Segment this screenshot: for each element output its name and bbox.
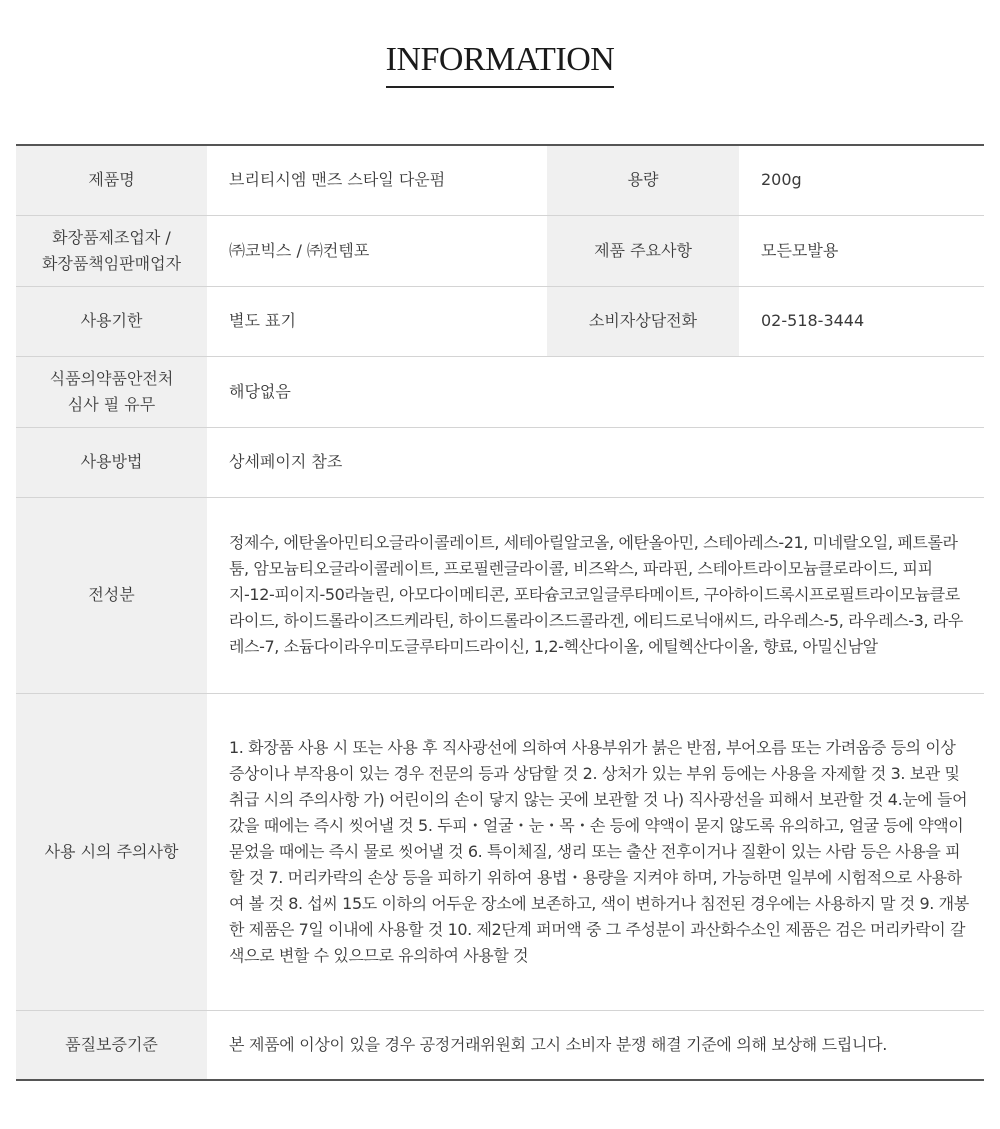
table-row — [16, 427, 984, 497]
table-row — [16, 497, 984, 693]
table-row — [16, 145, 984, 215]
mfds-review-label-line1: 식품의약품안전처 — [49, 368, 174, 388]
consumer-phone-value: 02-518-3444 — [739, 286, 984, 356]
key-notes-label: 제품 주요사항 — [547, 215, 739, 286]
volume-label: 용량 — [547, 145, 739, 215]
volume-value: 200g — [761, 170, 802, 190]
table-row — [16, 693, 984, 1010]
table-row — [16, 286, 984, 356]
ingredients-value: 정제수, 에탄올아민티오글라이콜레이트, 세테아릴알코올, 에탄올아민, 스테아레스-21, 미네랄오일, 페트롤라툼, 암모늄티오글라이콜레이트, 프로필렌글라이콜, 비즈왁스, 파라핀, 스테아트라이모늄클로라이드, 피피지-12-피이지-50라놀린, 아모다이메티콘, 포타슘코코일글루타메이트, 구아하이드록시프로필트라이모늄클로라이드, 하이드롤라이즈드케라틴, 하이드롤라이즈드콜라겐, 에티드로닉애씨드, 라우레스-5, 라우레스-3, 라우레스-7, 소듐다이라우미도글루타미드라이신, 1,2-헥산다이올, 에틸헥산다이올, 향료, 아밀신남알 — [207, 497, 984, 693]
precautions-value: 1. 화장품 사용 시 또는 사용 후 직사광선에 의하여 사용부위가 붉은 반점, 부어오름 또는 가려움증 등의 이상 증상이나 부작용이 있는 경우 전문의 등과 상담할 것 2. 상처가 있는 부위 등에는 사용을 자제할 것 3. 보관 및 취급 시의 주의사항 가) 어린이의 손이 닿지 않는 곳에 보관할 것 나) 직사광선을 피해서 보관할 것 4.눈에 들어갔을 때에는 즉시 씻어낼 것 5. 두피・얼굴・눈・목・손 등에 약액이 묻지 않도록 유의하고, 얼굴 등에 약액이 묻었을 때에는 즉시 물로 씻어낼 것 6. 특이체질, 생리 또는 출산 전후이거나 질환이 있는 사람 등은 사용을 피할 것 7. 머리카락의 손상 등을 피하기 위하여 용법・용량을 지켜야 하며, 가능하면 일부에 시험적으로 사용하여 볼 것 8. 섭씨 15도 이하의 어두운 장소에 보존하고, 색이 변하거나 침전된 경우에는 사용하지 말 것 9. 개봉한 제품은 7일 이내에 사용할 것 10. 제2단계 퍼머액 중 그 주성분이 과산화수소인 제품은 검은 머리카락이 갈색으로 변할 수 있으므로 유의하여 사용할 것 — [207, 693, 984, 1010]
manufacturer-value: ㈜코빅스 / ㈜컨템포 — [207, 215, 547, 286]
mfds-review-label — [16, 356, 207, 427]
expiry-label: 사용기한 — [16, 286, 207, 356]
mfds-review-label-line2: 심사 필 유무 — [67, 394, 156, 414]
table-row — [16, 356, 984, 427]
product-info-table — [16, 144, 984, 1081]
table-row — [16, 1010, 984, 1080]
precautions-label: 사용 시의 주의사항 — [16, 693, 207, 1010]
usage-value: 상세페이지 참조 — [207, 427, 984, 497]
ingredients-label: 전성분 — [16, 497, 207, 693]
product-name-label: 제품명 — [16, 145, 207, 215]
manufacturer-label-line1: 화장품제조업자 / — [52, 227, 171, 247]
mfds-review-value: 해당없음 — [207, 356, 984, 427]
consumer-phone-label: 소비자상담전화 — [547, 286, 739, 356]
usage-label: 사용방법 — [16, 427, 207, 497]
expiry-value: 별도 표기 — [207, 286, 547, 356]
quality-standard-label: 품질보증기준 — [16, 1010, 207, 1080]
table-row — [16, 215, 984, 286]
page-title: INFORMATION — [0, 38, 1000, 88]
quality-standard-value: 본 제품에 이상이 있을 경우 공정거래위원회 고시 소비자 분쟁 해결 기준에 의해 보상해 드립니다. — [207, 1010, 984, 1080]
product-name-value: 브리티시엠 맨즈 스타일 다운펌 — [229, 170, 446, 190]
key-notes-value: 모든모발용 — [739, 215, 984, 286]
manufacturer-label — [16, 215, 207, 286]
manufacturer-label-line2: 화장품책임판매업자 — [41, 253, 182, 273]
